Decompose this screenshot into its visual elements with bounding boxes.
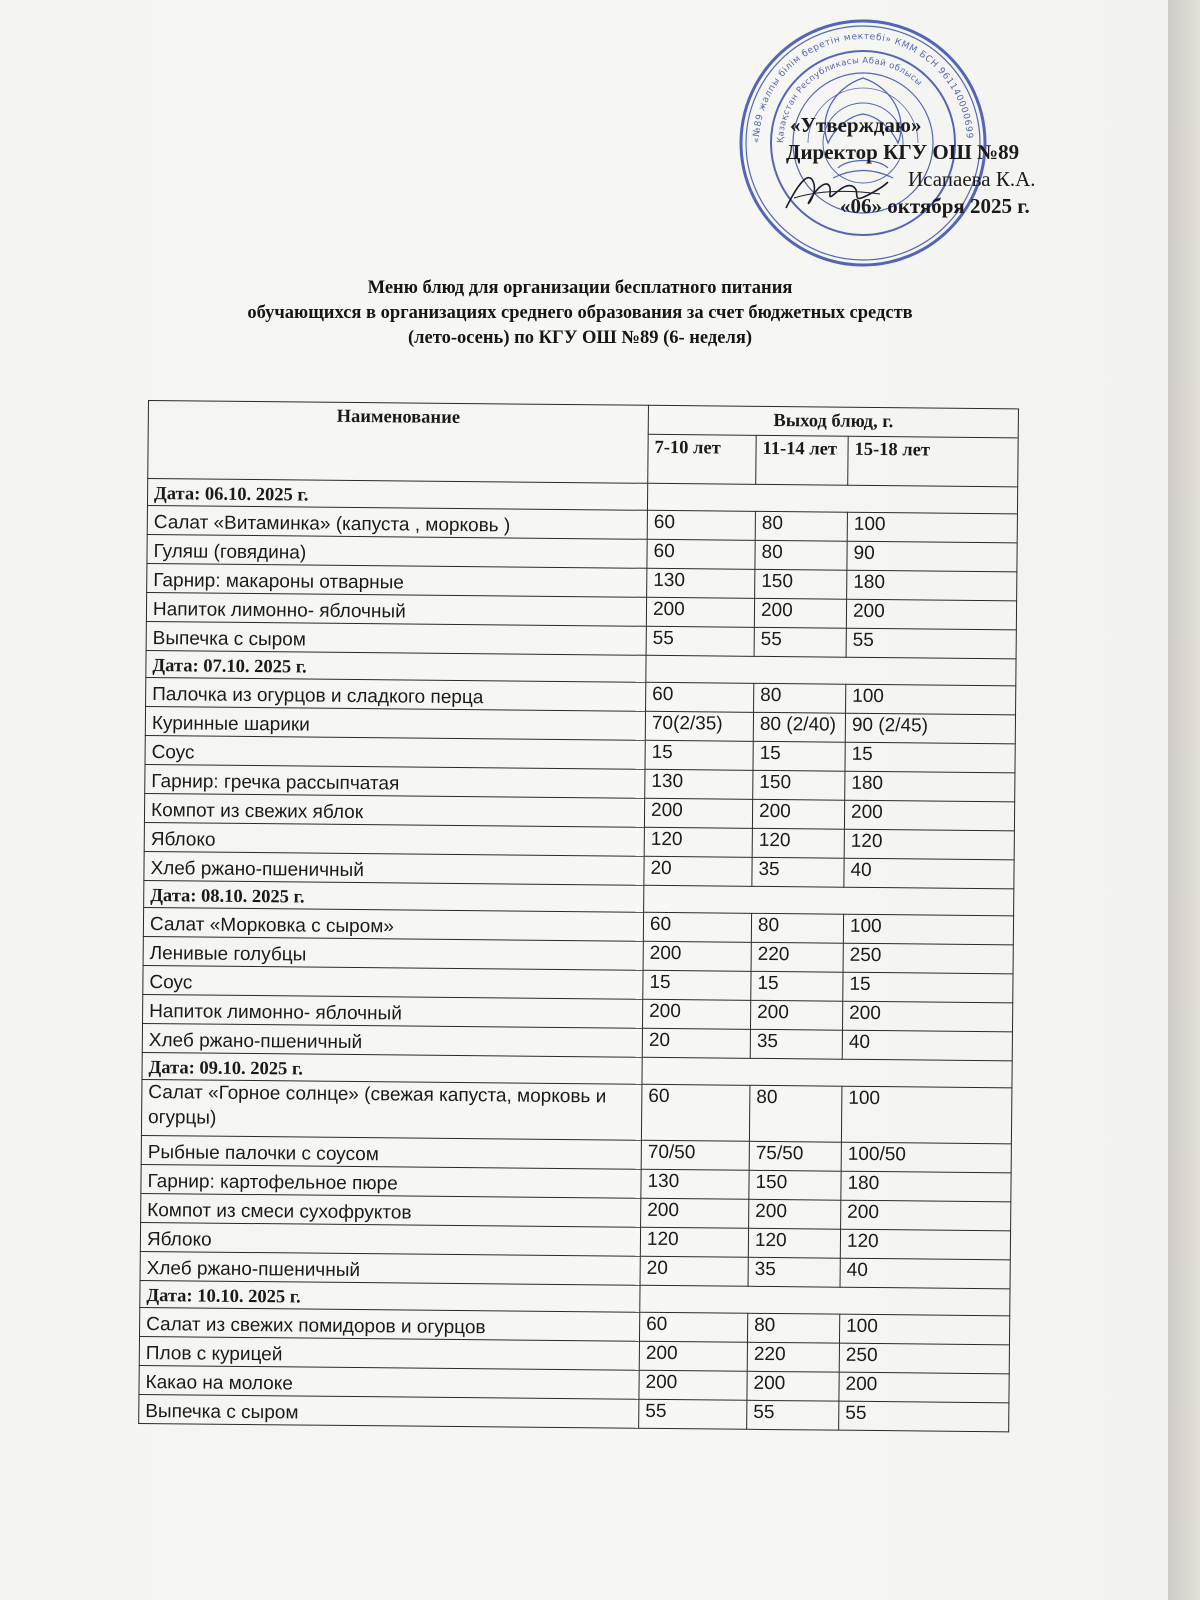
date-blank-cell xyxy=(642,1057,1012,1088)
stamp-outer-text: «№89 жалпы білім беретін мектебі» КММ БСН 961140000699 xyxy=(751,31,974,144)
yield-11-14-cell: 55 xyxy=(754,627,846,657)
date-cell: Дата: 08.10. 2025 г. xyxy=(144,880,644,912)
yield-11-14-cell: 200 xyxy=(750,1000,842,1030)
date-cell: Дата: 10.10. 2025 г. xyxy=(140,1280,640,1312)
yield-15-18-cell: 180 xyxy=(845,771,1015,802)
table-row xyxy=(141,1079,1012,1143)
yield-11-14-cell: 75/50 xyxy=(749,1141,841,1171)
yield-7-10-cell: 15 xyxy=(645,740,753,770)
yield-15-18-cell: 200 xyxy=(844,800,1014,831)
dish-name-cell: Хлеб ржано-пшеничный xyxy=(142,1023,642,1057)
yield-15-18-cell: 100/50 xyxy=(841,1142,1011,1173)
approval-line-4: «06» октября 2025 г. xyxy=(840,194,1030,218)
yield-11-14-cell: 55 xyxy=(747,1400,839,1430)
dish-name-cell: Выпечка с сыром xyxy=(139,1394,639,1428)
yield-11-14-cell: 80 xyxy=(755,511,847,541)
yield-11-14-cell: 35 xyxy=(752,857,844,887)
yield-15-18-cell: 40 xyxy=(842,1030,1012,1061)
yield-7-10-cell: 200 xyxy=(642,999,750,1029)
yield-11-14-cell: 15 xyxy=(751,971,843,1001)
yield-7-10-cell: 60 xyxy=(647,510,755,540)
yield-15-18-cell: 200 xyxy=(842,1001,1012,1032)
dish-name-cell: Куринные шарики xyxy=(145,706,645,740)
yield-7-10-cell: 200 xyxy=(646,597,754,627)
yield-15-18-cell: 40 xyxy=(844,858,1014,889)
dish-name-cell: Хлеб ржано-пшеничный xyxy=(144,851,644,885)
yield-15-18-cell: 180 xyxy=(841,1171,1011,1202)
header-name: Наименование xyxy=(148,401,649,484)
title-line-2: обучающихся в организациях среднего образования за счет бюджетных средств xyxy=(247,303,913,323)
yield-11-14-cell: 200 xyxy=(747,1371,839,1401)
yield-7-10-cell: 200 xyxy=(639,1370,747,1400)
title-line-3: (лето-осень) по КГУ ОШ №89 (6- неделя) xyxy=(407,328,753,348)
dish-name-cell: Соус xyxy=(143,965,643,999)
yield-15-18-cell: 180 xyxy=(847,570,1017,601)
yield-7-10-cell: 120 xyxy=(644,827,752,857)
menu-table-body xyxy=(139,479,1018,1432)
yield-15-18-cell: 55 xyxy=(846,628,1016,659)
dish-name-cell: Ленивые голубцы xyxy=(143,936,643,970)
approval-line-3: Исапаева К.А. xyxy=(908,167,1036,191)
yield-15-18-cell: 100 xyxy=(847,512,1017,543)
yield-15-18-cell: 200 xyxy=(839,1372,1009,1403)
yield-11-14-cell: 80 xyxy=(749,1085,842,1142)
yield-7-10-cell: 200 xyxy=(644,798,752,828)
dish-name-cell: Напиток лимонно- яблочный xyxy=(146,592,646,626)
yield-11-14-cell: 150 xyxy=(749,1170,841,1200)
yield-7-10-cell: 200 xyxy=(641,1198,749,1228)
yield-15-18-cell: 100 xyxy=(843,914,1013,945)
dish-name-cell: Салат «Горное солнце» (свежая капуста, морковь и огурцы) xyxy=(141,1079,642,1140)
yield-11-14-cell: 80 xyxy=(754,683,846,713)
yield-15-18-cell: 250 xyxy=(839,1343,1009,1374)
stamp-inner-text: Қазақстан Республикасы Абай облысы xyxy=(775,55,925,144)
yield-11-14-cell: 80 (2/40) xyxy=(753,712,845,742)
dish-name-cell: Салат «Морковка с сыром» xyxy=(143,907,643,941)
date-blank-cell xyxy=(646,655,1016,686)
yield-11-14-cell: 35 xyxy=(748,1257,840,1287)
yield-11-14-cell: 120 xyxy=(752,828,844,858)
yield-15-18-cell: 100 xyxy=(841,1086,1012,1144)
date-blank-cell xyxy=(640,1285,1010,1316)
yield-11-14-cell: 80 xyxy=(751,913,843,943)
yield-11-14-cell: 150 xyxy=(753,770,845,800)
dish-name-cell: Выпечка с сыром xyxy=(146,621,646,655)
yield-7-10-cell: 130 xyxy=(645,769,753,799)
yield-7-10-cell: 70(2/35) xyxy=(645,711,753,741)
yield-11-14-cell: 200 xyxy=(749,1199,841,1229)
header-age-15-18: 15-18 лет xyxy=(848,436,1018,487)
yield-15-18-cell: 90 xyxy=(847,541,1017,572)
dish-name-cell: Салат из свежих помидоров и огурцов xyxy=(140,1307,640,1341)
menu-table xyxy=(138,400,1019,1432)
dish-name-cell: Салат «Витаминка» (капуста , морковь ) xyxy=(147,505,647,539)
dish-name-cell: Какао на молоке xyxy=(139,1365,639,1399)
yield-15-18-cell: 100 xyxy=(846,684,1016,715)
yield-7-10-cell: 200 xyxy=(639,1341,747,1371)
yield-11-14-cell: 35 xyxy=(750,1029,842,1059)
approval-line-1: «Утверждаю» xyxy=(790,113,922,137)
header-yield: Выход блюд, г. xyxy=(648,405,1018,438)
dish-name-cell: Плов с курицей xyxy=(139,1336,639,1370)
dish-name-cell: Гарнир: картофельное пюре xyxy=(141,1164,641,1198)
yield-15-18-cell: 200 xyxy=(841,1200,1011,1231)
yield-15-18-cell: 15 xyxy=(843,972,1013,1003)
yield-7-10-cell: 20 xyxy=(644,856,752,886)
yield-7-10-cell: 15 xyxy=(643,970,751,1000)
yield-11-14-cell: 120 xyxy=(748,1228,840,1258)
dish-name-cell: Соус xyxy=(145,735,645,769)
date-cell: Дата: 09.10. 2025 г. xyxy=(142,1052,642,1084)
yield-7-10-cell: 120 xyxy=(640,1227,748,1257)
yield-7-10-cell: 60 xyxy=(643,912,751,942)
yield-11-14-cell: 15 xyxy=(753,741,845,771)
yield-7-10-cell: 20 xyxy=(642,1028,750,1058)
dish-name-cell: Компот из смеси сухофруктов xyxy=(141,1193,641,1227)
yield-11-14-cell: 220 xyxy=(751,942,843,972)
yield-7-10-cell: 20 xyxy=(640,1256,748,1286)
yield-7-10-cell: 60 xyxy=(639,1312,747,1342)
yield-15-18-cell: 55 xyxy=(839,1401,1009,1432)
date-cell: Дата: 07.10. 2025 г. xyxy=(146,650,646,682)
header-age-11-14: 11-14 лет xyxy=(756,435,848,485)
yield-7-10-cell: 55 xyxy=(639,1399,747,1429)
paper-edge xyxy=(1168,0,1200,1600)
yield-11-14-cell: 200 xyxy=(754,598,846,628)
dish-name-cell: Яблоко xyxy=(140,1222,640,1256)
dish-name-cell: Компот из свежих яблок xyxy=(144,793,644,827)
dish-name-cell: Напиток лимонно- яблочный xyxy=(143,994,643,1028)
yield-7-10-cell: 70/50 xyxy=(641,1140,749,1170)
dish-name-cell: Рыбные палочки с соусом xyxy=(141,1135,641,1169)
yield-15-18-cell: 40 xyxy=(840,1258,1010,1289)
title-line-1: Меню блюд для организации бесплатного питания xyxy=(367,278,793,298)
yield-11-14-cell: 200 xyxy=(752,799,844,829)
yield-7-10-cell: 130 xyxy=(647,568,755,598)
yield-15-18-cell: 90 (2/45) xyxy=(845,713,1015,744)
yield-7-10-cell: 60 xyxy=(641,1084,750,1141)
yield-7-10-cell: 60 xyxy=(647,539,755,569)
yield-15-18-cell: 120 xyxy=(844,829,1014,860)
yield-11-14-cell: 80 xyxy=(755,540,847,570)
yield-7-10-cell: 130 xyxy=(641,1169,749,1199)
date-blank-cell xyxy=(644,885,1014,916)
dish-name-cell: Яблоко xyxy=(144,822,644,856)
approval-line-2: Директор КГУ ОШ №89 xyxy=(786,140,1020,164)
dish-name-cell: Гуляш (говядина) xyxy=(147,534,647,568)
yield-7-10-cell: 200 xyxy=(643,941,751,971)
yield-15-18-cell: 15 xyxy=(845,742,1015,773)
yield-11-14-cell: 220 xyxy=(747,1342,839,1372)
date-blank-cell xyxy=(647,483,1017,514)
yield-15-18-cell: 200 xyxy=(846,599,1016,630)
dish-name-cell: Гарнир: макароны отварные xyxy=(147,563,647,597)
dish-name-cell: Палочка из огурцов и сладкого перца xyxy=(146,677,646,711)
yield-7-10-cell: 55 xyxy=(646,626,754,656)
dish-name-cell: Гарнир: гречка рассыпчатая xyxy=(145,764,645,798)
yield-11-14-cell: 150 xyxy=(755,569,847,599)
yield-15-18-cell: 120 xyxy=(840,1229,1010,1260)
yield-11-14-cell: 80 xyxy=(747,1313,839,1343)
document-title xyxy=(140,276,1020,351)
header-age-7-10: 7-10 лет xyxy=(648,434,756,484)
yield-15-18-cell: 250 xyxy=(843,943,1013,974)
signature xyxy=(780,160,890,220)
date-cell: Дата: 06.10. 2025 г. xyxy=(147,479,647,511)
yield-15-18-cell: 100 xyxy=(839,1314,1009,1345)
dish-name-cell: Хлеб ржано-пшеничный xyxy=(140,1251,640,1285)
yield-7-10-cell: 60 xyxy=(646,682,754,712)
